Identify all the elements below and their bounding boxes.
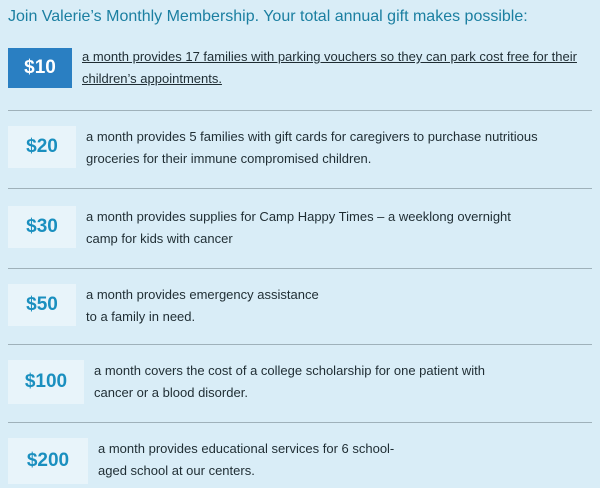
tier-20-description: a month provides 5 families with gift cards for caregivers to purchase nutritious groceries for their immune compromised children. bbox=[86, 129, 538, 166]
tier-100-description: a month covers the cost of a college scholarship for one patient with cancer or a blood disorder. bbox=[94, 363, 485, 400]
tier-200-description: a month provides educational services for 6 school-aged school at our centers. bbox=[98, 441, 395, 478]
tier-20[interactable] bbox=[8, 124, 592, 170]
tier-200[interactable] bbox=[8, 436, 592, 484]
membership-heading: Join Valerie’s Monthly Membership. Your total annual gift makes possible: bbox=[8, 8, 528, 25]
tier-200-amount-badge[interactable]: $200 bbox=[8, 438, 88, 484]
divider bbox=[8, 268, 592, 269]
tier-50-amount-badge[interactable]: $50 bbox=[8, 284, 76, 326]
tier-10-description[interactable]: a month provides 17 families with parking vouchers so they can park cost free for their children’s appointments. bbox=[82, 49, 577, 86]
divider bbox=[8, 110, 592, 111]
divider bbox=[8, 422, 592, 423]
tier-50-description: a month provides emergency assistance to a family in need. bbox=[86, 287, 319, 324]
tier-30[interactable] bbox=[8, 204, 592, 250]
tier-10-amount-badge[interactable]: $10 bbox=[8, 48, 72, 88]
tier-50[interactable] bbox=[8, 282, 592, 328]
tier-10[interactable] bbox=[8, 46, 592, 90]
tier-100[interactable] bbox=[8, 358, 592, 406]
divider bbox=[8, 188, 592, 189]
tier-30-amount-badge[interactable]: $30 bbox=[8, 206, 76, 248]
tier-20-amount-badge[interactable]: $20 bbox=[8, 126, 76, 168]
divider bbox=[8, 344, 592, 345]
tier-30-description: a month provides supplies for Camp Happy Times – a weeklong overnight camp for kids with cancer bbox=[86, 209, 511, 246]
tier-100-amount-badge[interactable]: $100 bbox=[8, 360, 84, 404]
